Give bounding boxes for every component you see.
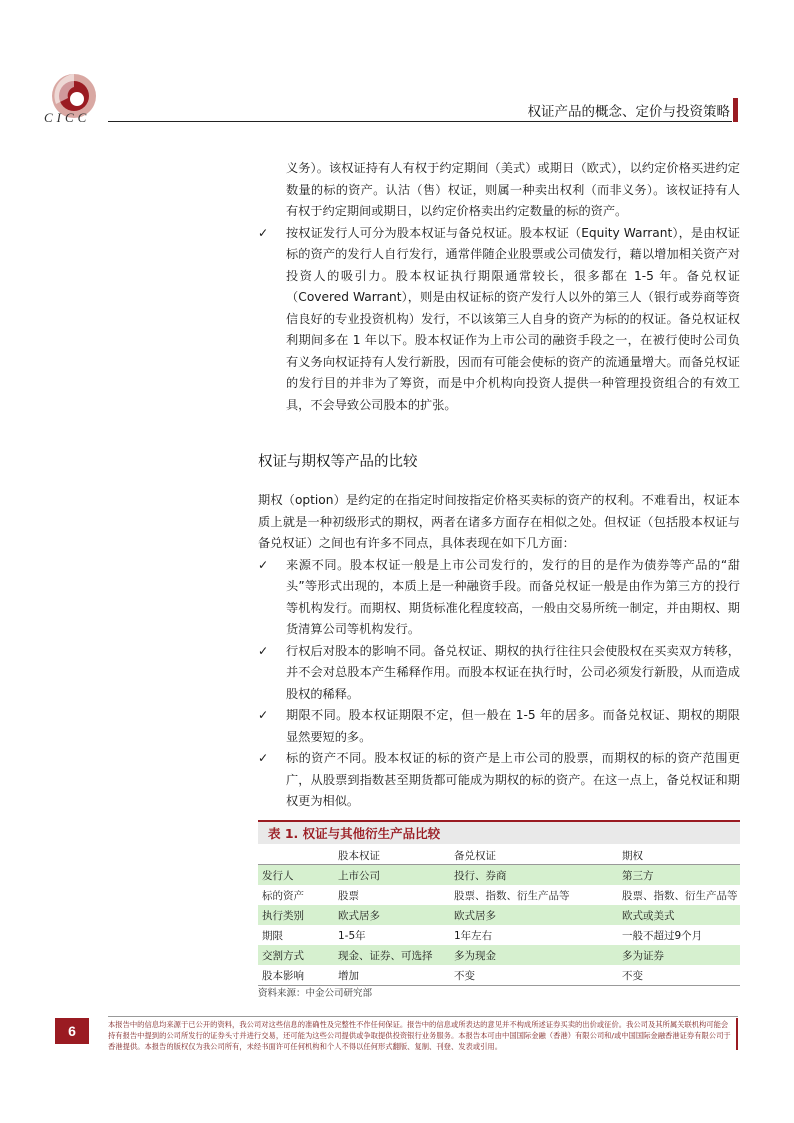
table-cell: 不变 bbox=[450, 965, 618, 986]
table-row bbox=[258, 905, 740, 925]
bullet-text: 标的资产不同。股本权证的标的资产是上市公司的股票，而期权的标的资产范围更广，从股票到指数甚至期货都可能成为期权的标的资产。在这一点上，备兑权证和期权更为相似。 bbox=[286, 751, 740, 808]
table-cell: 股票、指数、衍生产品等 bbox=[454, 889, 570, 902]
table-header-cell: 股本权证 bbox=[334, 846, 450, 865]
table-row bbox=[258, 925, 740, 945]
footer-divider bbox=[108, 1016, 738, 1017]
table-cell: 标的资产 bbox=[262, 889, 304, 902]
table-cell: 多为证券 bbox=[618, 945, 740, 965]
table-cell: 股票、指数、衍生产品等 bbox=[622, 889, 738, 902]
table-source: 资料来源：中金公司研究部 bbox=[258, 988, 373, 999]
table-cell: 股本影响 bbox=[258, 965, 334, 986]
table-header-cell: 备兑权证 bbox=[450, 846, 618, 865]
table-row bbox=[258, 885, 740, 905]
table-cell: 上市公司 bbox=[334, 865, 450, 886]
check-icon: ✓ bbox=[258, 557, 269, 572]
intro-paragraph: 义务）。该权证持有人有权于约定期间（美式）或期日（欧式），以约定价格买进约定数量的标的资产。认沽（售）权证，则属一种卖出权利（而非义务）。该权证持有人有权于约定期间或期日，以约定价格卖出约定数量的标的资产。 bbox=[286, 161, 740, 218]
bullet-text: 来源不同。股本权证一般是上市公司发行的，发行的目的是作为债券等产品的“甜头”等形式出现的，本质上是一种融资手段。而备兑权证一般是由作为第三方的投行等机构发行。而期权、期货标准化程度较高，一般由交易所统一制定，并由期权、期货清算公司等机构发行。 bbox=[286, 557, 740, 636]
disclaimer-text: 本报告中的信息均来源于已公开的资料，我公司对这些信息的准确性及完整性不作任何保证。报告中的信息或所表达的意见并不构成所述证券买卖的出价或征价。我公司及其所属关联机构可能会持有报告中提到的公司所发行的证券头寸并进行交易，还可能为这些公司提供或争取提供投资银行业务服务。本报告本可由中国国际金融（香港）有限公司和/或中国国际金融香港证券有限公司于香港提供。本报告的版权仅为我公司所有，未经书面许可任何机构和个人不得以任何形式翻版、复制、刊登、发表或引用。 bbox=[108, 1020, 731, 1051]
section-body bbox=[258, 490, 740, 813]
check-icon: ✓ bbox=[258, 643, 269, 658]
check-icon: ✓ bbox=[258, 708, 269, 722]
section-heading: 权证与期权等产品的比较 bbox=[258, 454, 418, 470]
table-title-bar bbox=[258, 820, 740, 844]
table-cell: 交割方式 bbox=[258, 945, 334, 965]
table-header-row bbox=[258, 846, 740, 865]
bullet-item bbox=[258, 748, 740, 813]
table-cell: 欧式居多 bbox=[450, 905, 618, 925]
header-accent-bar bbox=[733, 98, 738, 122]
bullet-text: 期限不同。股本权证期限不定，但一般在 1-5 年的居多。而备兑权证、期权的期限显然要短的多。 bbox=[286, 708, 740, 744]
table-cell: 现金、证券、可选择 bbox=[334, 945, 450, 965]
table-cell: 欧式居多 bbox=[334, 905, 450, 925]
logo-text: CICC bbox=[44, 110, 91, 125]
table-cell: 一般不超过9个月 bbox=[622, 929, 703, 942]
document-title: 权证产品的概念、定价与投资策略 bbox=[527, 104, 730, 120]
table-row bbox=[258, 865, 740, 886]
bullet-text: 行权后对股本的影响不同。备兑权证、期权的执行往往只会使股权在买卖双方转移，并不会对总股本产生稀释作用。而股本权证在执行时，公司必须发行新股，从而造成股权的稀释。 bbox=[286, 643, 740, 701]
table-cell: 执行类别 bbox=[258, 905, 334, 925]
page-number: 6 bbox=[55, 1018, 89, 1044]
section-paragraph: 期权（option）是约定的在指定时间按指定价格买卖标的资产的权利。不难看出，权证本质上就是一种初级形式的期权，两者在诸多方面存在相似之处。但权证（包括股本权证与备兑权证）之间也有许多不同点，具体表现在如下几方面： bbox=[258, 493, 740, 550]
table-cell: 多为现金 bbox=[450, 945, 618, 965]
table-cell: 股票 bbox=[338, 889, 359, 902]
table-row bbox=[258, 965, 740, 986]
table-cell: 第三方 bbox=[618, 865, 740, 886]
table-cell: 1年左右 bbox=[454, 929, 493, 942]
comparison-table bbox=[258, 846, 740, 986]
bullet-item bbox=[258, 705, 740, 748]
table-cell: 欧式或美式 bbox=[618, 905, 740, 925]
intro-block bbox=[258, 158, 740, 416]
table-header-cell bbox=[258, 846, 334, 865]
table-cell: 增加 bbox=[334, 965, 450, 986]
footer-accent-bar bbox=[736, 1018, 738, 1050]
table-cell: 期限 bbox=[262, 929, 283, 942]
bullet-text: 按权证发行人可分为股本权证与备兑权证。股本权证（Equity Warrant），是由权证标的资产的发行人自行发行，通常伴随企业股票或公司债发行，藉以增加相关资产对投资人的吸引力。股本权证执行期限通常较长，很多都在 1-5 年。备兑权证（Covered Warrant），则是由权证标的资产发行人以外的第三人（银行或券商等资信良好的专业投资机构）发行，不以该第三人自身的资产为标的的权证。备兑权证权利期间多在 1 年以下。股本权证作为上市公司的融资手段之一，在被行使时公司负有义务向权证持有人发行新股，因而有可能会使标的资产的流通量增大。而备兑权证的发行目的并非为了筹资，而是中介机构向投资人提供一种管理投资组合的有效工具，不会导致公司股本的扩张。 bbox=[286, 225, 740, 412]
bullet-item bbox=[258, 555, 740, 641]
table-cell: 发行人 bbox=[258, 865, 334, 886]
table-cell: 1-5年 bbox=[338, 929, 366, 942]
header-divider bbox=[108, 121, 732, 122]
check-icon: ✓ bbox=[258, 225, 269, 240]
table-title: 表 1. 权证与其他衍生产品比较 bbox=[268, 826, 441, 841]
table-cell: 不变 bbox=[618, 965, 740, 986]
table-row bbox=[258, 945, 740, 965]
table-cell: 投行、券商 bbox=[450, 865, 618, 886]
check-icon: ✓ bbox=[258, 751, 269, 765]
bullet-item bbox=[258, 641, 740, 706]
bullet-item bbox=[258, 223, 740, 417]
table-header-cell: 期权 bbox=[618, 846, 740, 865]
